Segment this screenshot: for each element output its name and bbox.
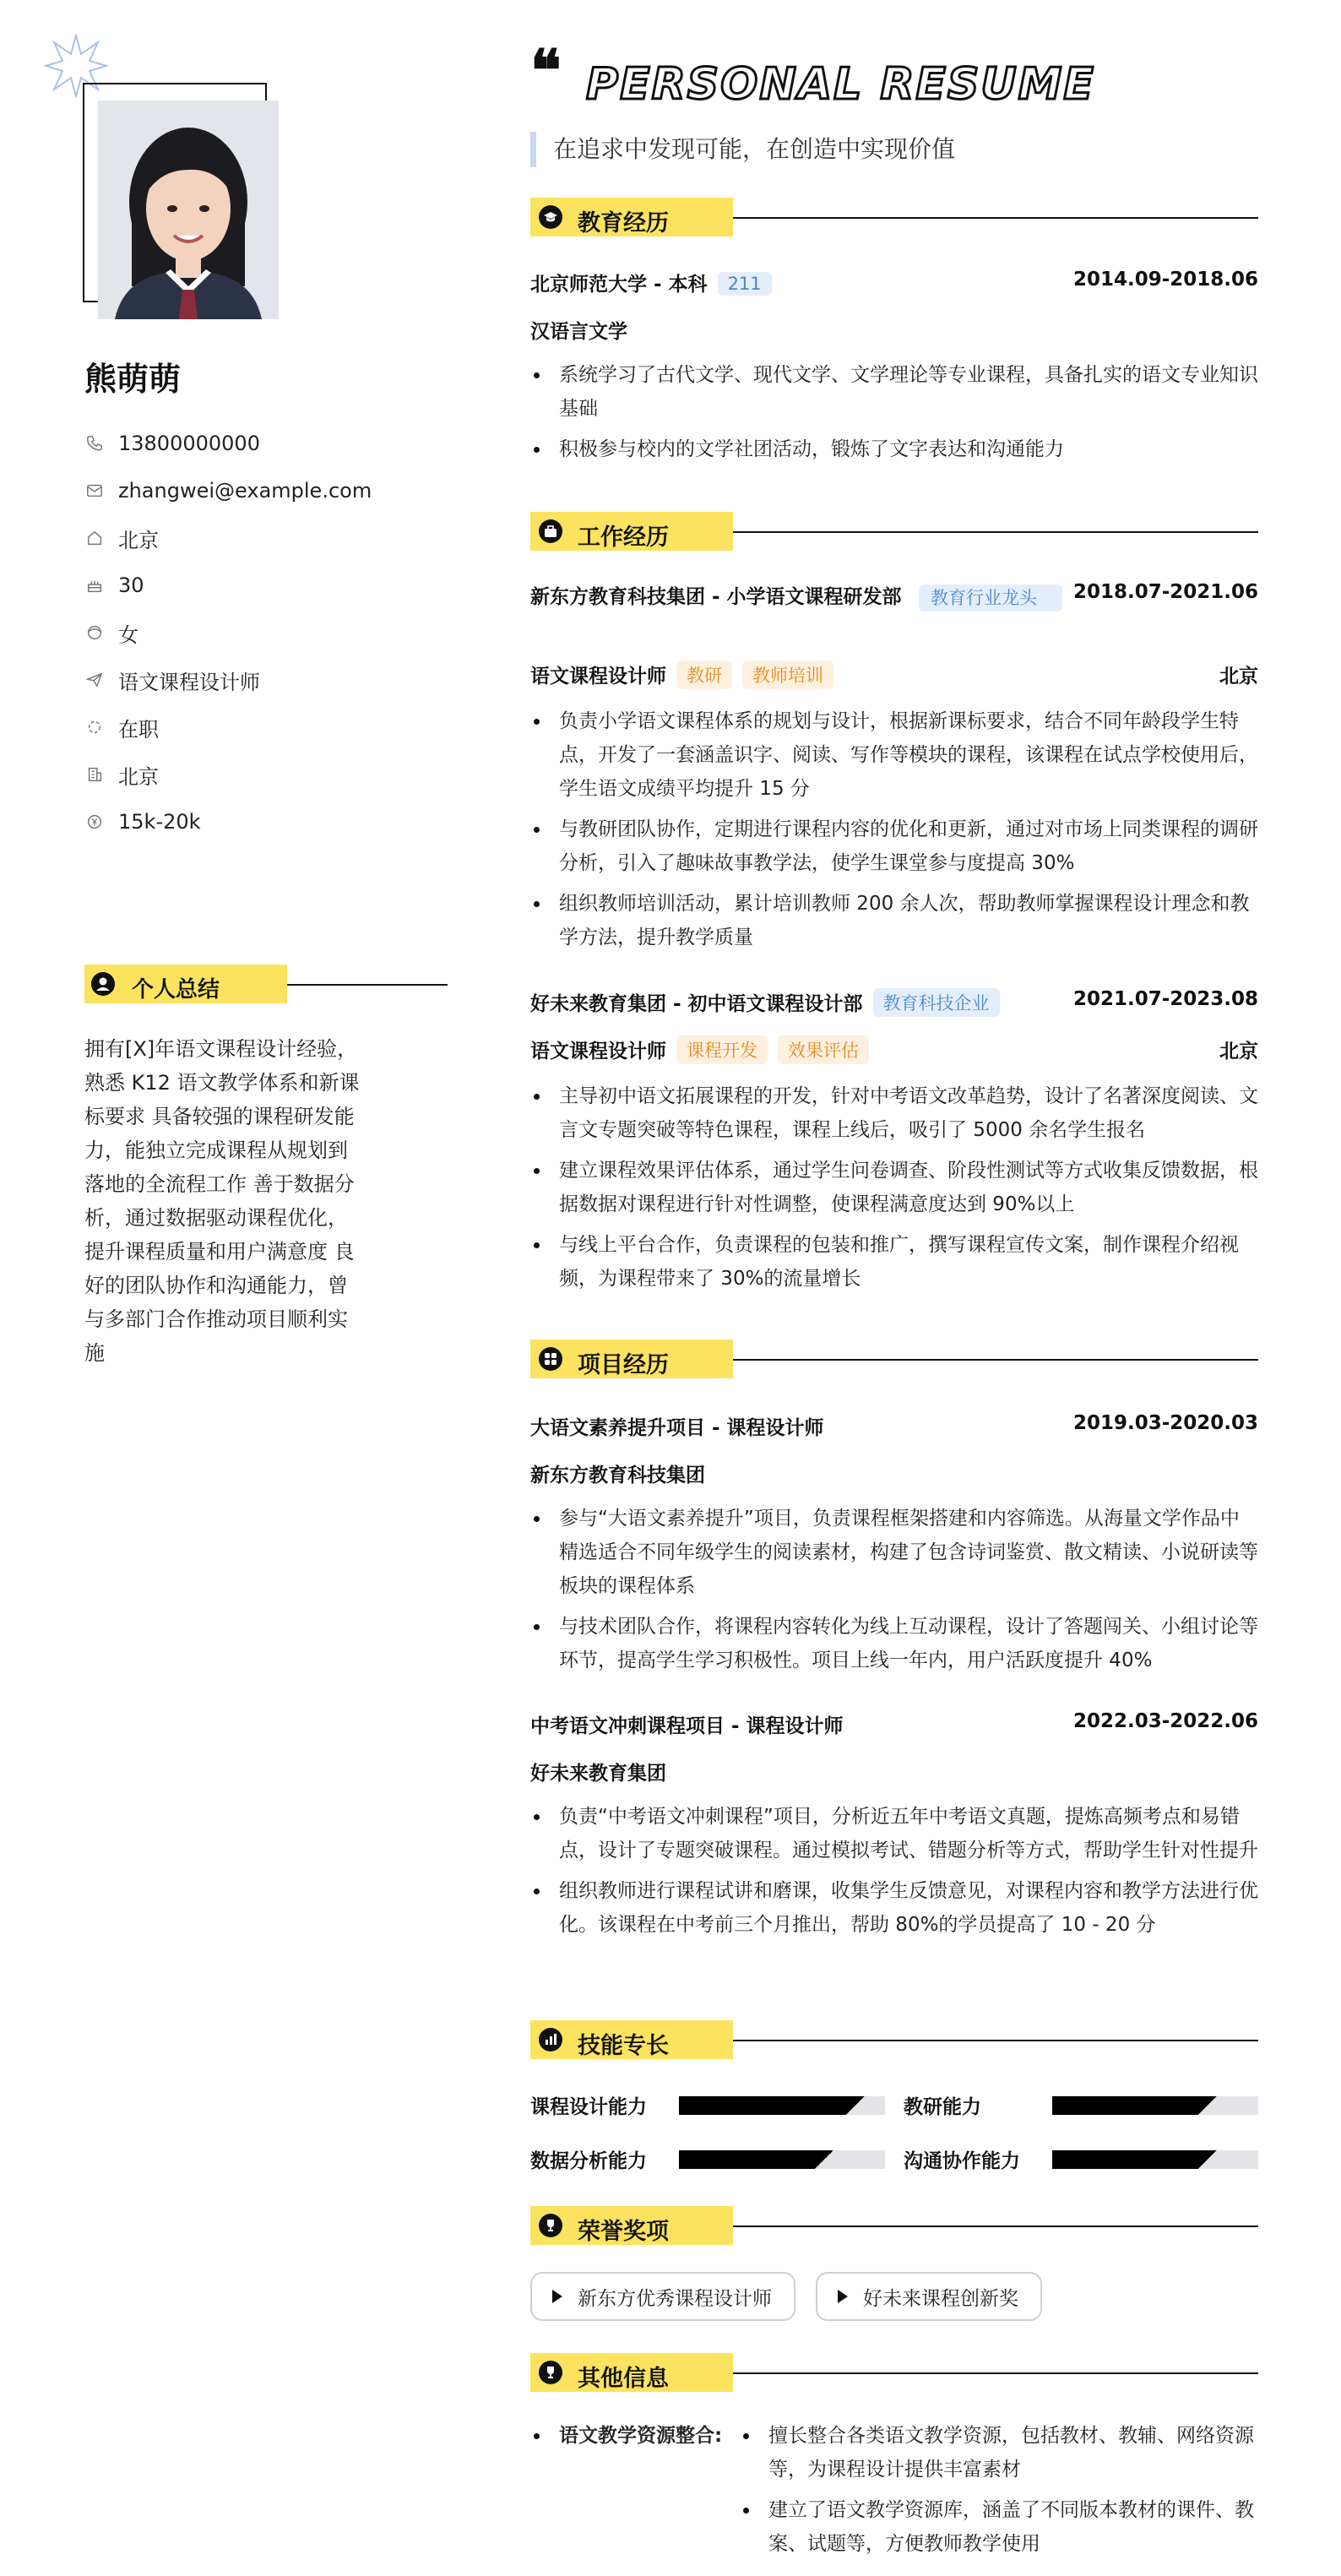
list-item: 与线上平台合作，负责课程的包装和推广，撰写课程宣传文案，制作课程介绍视频，为课程带来了 30%的流量增长	[530, 1228, 1258, 1296]
info-salary	[84, 798, 372, 845]
list-item: 组织教师进行课程试讲和磨课，收集学生反馈意见，对课程内容和教学方法进行优化。该课程在中考前三个月推出，帮助 80%的学员提高了 10 - 20 分	[530, 1874, 1258, 1942]
list-item: 建立了语文教学资源库，涵盖了不同版本教材的课件、教案、试题等，方便教师教学使用	[738, 2493, 1258, 2561]
building-icon	[84, 764, 105, 785]
grid-apps-icon	[539, 1347, 562, 1371]
project-2-period: 2022.03-2022.06	[1072, 1710, 1258, 1732]
section-line	[733, 217, 1258, 219]
project-2-bullets	[530, 1800, 1258, 1948]
skills-section-header	[530, 2020, 1258, 2059]
honor-badge	[530, 2272, 795, 2321]
job-1-tag: 教研	[676, 660, 732, 689]
skill-item	[530, 2145, 885, 2171]
job-2-bullets	[530, 1079, 1258, 1302]
job-2-tag: 效果评估	[778, 1035, 869, 1064]
bar-chart-icon	[539, 2028, 562, 2052]
job-2-role-group	[530, 1035, 869, 1064]
project-1-period: 2019.03-2020.03	[1072, 1412, 1258, 1434]
job-2-company: 好未来教育集团 - 初中语文课程设计部	[530, 993, 863, 1015]
skill-fill	[1052, 2150, 1198, 2169]
summary-title: 个人总结	[132, 977, 220, 1003]
job-1-role-group	[530, 660, 833, 689]
job-2-company-group	[530, 988, 1000, 1017]
phone-value: 13800000000	[118, 432, 260, 455]
trophy-icon	[539, 2361, 562, 2384]
play-icon	[552, 2290, 562, 2303]
info-work-city	[84, 751, 372, 798]
honors-section-header	[530, 2206, 1258, 2245]
candidate-name: 熊萌萌	[84, 361, 182, 398]
info-job-target	[84, 656, 372, 704]
status-value: 在职	[118, 717, 159, 742]
gender-value: 女	[118, 622, 138, 647]
honor-badge	[816, 2272, 1042, 2321]
list-item: 擅长整合各类语文教学资源，包括教材、教辅、网络资源等，为课程设计提供丰富素材	[738, 2419, 1258, 2486]
job-2-city: 北京	[1219, 1041, 1258, 1062]
skill-name: 数据分析能力	[530, 2150, 647, 2172]
school-name-row	[530, 269, 772, 296]
email-value: zhangwei@example.com	[118, 479, 372, 503]
section-line	[287, 984, 448, 986]
section-line	[733, 2372, 1258, 2374]
list-item: 积极参与校内的文学社团活动，锻炼了文字表达和沟通能力	[530, 432, 1258, 466]
education-bullets	[530, 358, 1258, 473]
job-2-role: 语文课程设计师	[530, 1041, 666, 1062]
phone-icon	[84, 433, 105, 454]
skill-fill	[1052, 2096, 1198, 2115]
job-1-row	[530, 581, 1258, 640]
list-item: 负责小学语文课程体系的规划与设计，根据新课标要求，结合不同年龄段学生特点，开发了一套涵盖识字、阅读、写作等模块的课程，该课程在试点学校使用后，学生语文成绩平均提升 15 分	[530, 704, 1258, 806]
skill-name: 课程设计能力	[530, 2096, 647, 2118]
skill-fill-edge	[1198, 2150, 1217, 2169]
skill-track	[679, 2096, 885, 2115]
location-value: 北京	[118, 528, 159, 552]
send-icon	[84, 670, 105, 690]
job-1-company-tag: 教育行业龙头	[919, 584, 1062, 611]
education-title: 教育经历	[578, 210, 669, 236]
job-2-period: 2021.07-2023.08	[1072, 988, 1258, 1010]
project-2-name: 中考语文冲刺课程项目 - 课程设计师	[530, 1715, 844, 1737]
loading-icon	[84, 717, 105, 737]
skill-fill	[679, 2096, 846, 2115]
job-1-role: 语文课程设计师	[530, 666, 666, 687]
skill-track	[1052, 2096, 1258, 2115]
other-info-head: 语文教学资源整合:	[530, 2419, 722, 2453]
list-item: 与技术团队合作，将课程内容转化为线上互动课程，设计了答题闯关、小组讨论等环节，提高学生学习积极性。项目上线一年内，用户活跃度提升 40%	[530, 1610, 1258, 1677]
cake-icon	[84, 575, 105, 595]
skill-name: 沟通协作能力	[904, 2150, 1020, 2172]
project-2-org: 好未来教育集团	[530, 1763, 666, 1785]
user-circle-icon	[91, 972, 115, 996]
graduation-cap-icon	[539, 205, 562, 229]
job-1-company: 新东方教育科技集团 - 小学语文课程研发部	[530, 586, 902, 608]
list-item: 建立课程效果评估体系，通过学生问卷调查、阶段性测试等方式收集反馈数据，根据数据对课程进行针对性调整，使课程满意度达到 90%以上	[530, 1154, 1258, 1221]
person-face-icon	[84, 622, 105, 643]
summary-text: 拥有[X]年语文课程设计经验，熟悉 K12 语文教学体系和新课标要求 具备较强的课程研发能力，能独立完成课程从规划到落地的全流程工作 善于数据分析，通过数据驱动课程优化，提升课程质量和用户满意度 良好的团队协作和沟通能力，曾与多部门合作推动项目顺利实施	[84, 1037, 360, 1365]
project-1-bullets	[530, 1502, 1258, 1684]
skill-fill	[679, 2150, 815, 2169]
info-gender	[84, 609, 372, 656]
other-title: 其他信息	[578, 2366, 669, 2392]
skill-fill-edge	[846, 2096, 865, 2115]
resume-subtitle: 在追求中发现可能，在创造中实现价值	[530, 132, 955, 167]
home-icon	[84, 528, 105, 548]
contact-info-list	[84, 420, 372, 845]
skill-name: 教研能力	[904, 2096, 981, 2118]
other-info-bullets	[738, 2419, 1258, 2568]
skill-fill-edge	[1198, 2096, 1217, 2115]
education-section-header	[530, 198, 1258, 236]
work-section-header	[530, 512, 1258, 551]
info-age	[84, 562, 372, 609]
skill-fill-edge	[815, 2150, 833, 2169]
list-item: 系统学习了古代文学、现代文学、文学理论等专业课程，具备扎实的语文专业知识基础	[530, 358, 1258, 426]
job-1-period: 2018.07-2021.06	[1072, 581, 1258, 603]
job-2-tag: 课程开发	[676, 1035, 768, 1064]
skill-track	[679, 2150, 885, 2169]
job-target-value: 语文课程设计师	[118, 670, 260, 694]
other-section-header	[530, 2353, 1258, 2392]
honors-title: 荣誉奖项	[578, 2219, 669, 2245]
resume-title: PERSONAL RESUME	[586, 59, 1095, 110]
trophy-icon	[539, 2214, 562, 2237]
mail-icon	[84, 481, 105, 501]
briefcase-icon	[539, 519, 562, 543]
honor-label: 好未来课程创新奖	[863, 2287, 1018, 2310]
list-item: 主导初中语文拓展课程的开发，针对中考语文改革趋势，设计了名著深度阅读、文言文专题突破等特色课程，课程上线后，吸引了 5000 余名学生报名	[530, 1079, 1258, 1147]
age-value: 30	[118, 573, 144, 597]
avatar	[98, 101, 279, 319]
skill-item	[904, 2091, 1258, 2117]
list-item: 负责“中考语文冲刺课程”项目，分析近五年中考语文真题，提炼高频考点和易错点，设计了专题突破课程。通过模拟考试、错题分析等方式，帮助学生针对性提升	[530, 1800, 1258, 1867]
job-1-tag: 教师培训	[742, 660, 833, 689]
list-item: 组织教师培训活动，累计培训教师 200 余人次，帮助教师掌握课程设计理念和教学方法，提升教学质量	[530, 887, 1258, 954]
project-1-name: 大语文素养提升项目 - 课程设计师	[530, 1417, 824, 1439]
info-status	[84, 704, 372, 751]
project-1-org: 新东方教育科技集团	[530, 1465, 705, 1486]
yuan-coin-icon	[84, 812, 105, 832]
list-item: 与教研团队协作，定期进行课程内容的优化和更新，通过对市场上同类课程的调研分析，引入了趣味故事教学法，使学生课堂参与度提高 30%	[530, 812, 1258, 880]
school-tag: 211	[718, 272, 772, 296]
info-phone	[84, 420, 372, 467]
left-column	[0, 0, 439, 2576]
projects-section-header	[530, 1340, 1258, 1378]
skill-item	[530, 2091, 885, 2117]
honor-label: 新东方优秀课程设计师	[578, 2287, 772, 2310]
job-1-city: 北京	[1219, 666, 1258, 687]
education-major: 汉语言文学	[530, 321, 627, 343]
play-icon	[838, 2290, 848, 2303]
list-item: 参与“大语文素养提升”项目，负责课程框架搭建和内容筛选。从海量文学作品中精选适合不同年级学生的阅读素材，构建了包含诗词鉴赏、散文精读、小说研读等板块的课程体系	[530, 1502, 1258, 1603]
info-location	[84, 514, 372, 562]
summary-section-header	[84, 965, 363, 1003]
section-line	[733, 2225, 1258, 2227]
quote-mark: ❝	[530, 37, 562, 105]
skill-item	[904, 2145, 1258, 2171]
work-title: 工作经历	[578, 524, 669, 551]
education-period: 2014.09-2018.06	[1072, 269, 1258, 291]
projects-title: 项目经历	[578, 1352, 669, 1378]
skill-track	[1052, 2150, 1258, 2169]
section-line	[733, 2040, 1258, 2041]
section-line	[733, 531, 1258, 533]
job-1-bullets	[530, 704, 1258, 961]
info-email	[84, 467, 372, 514]
job-2-company-tag: 教育科技企业	[873, 988, 1000, 1017]
section-line	[733, 1359, 1258, 1361]
skills-title: 技能专长	[578, 2033, 669, 2059]
school-name: 北京师范大学 - 本科	[530, 274, 708, 296]
salary-value: 15k-20k	[118, 810, 201, 834]
work-city-value: 北京	[118, 764, 159, 789]
